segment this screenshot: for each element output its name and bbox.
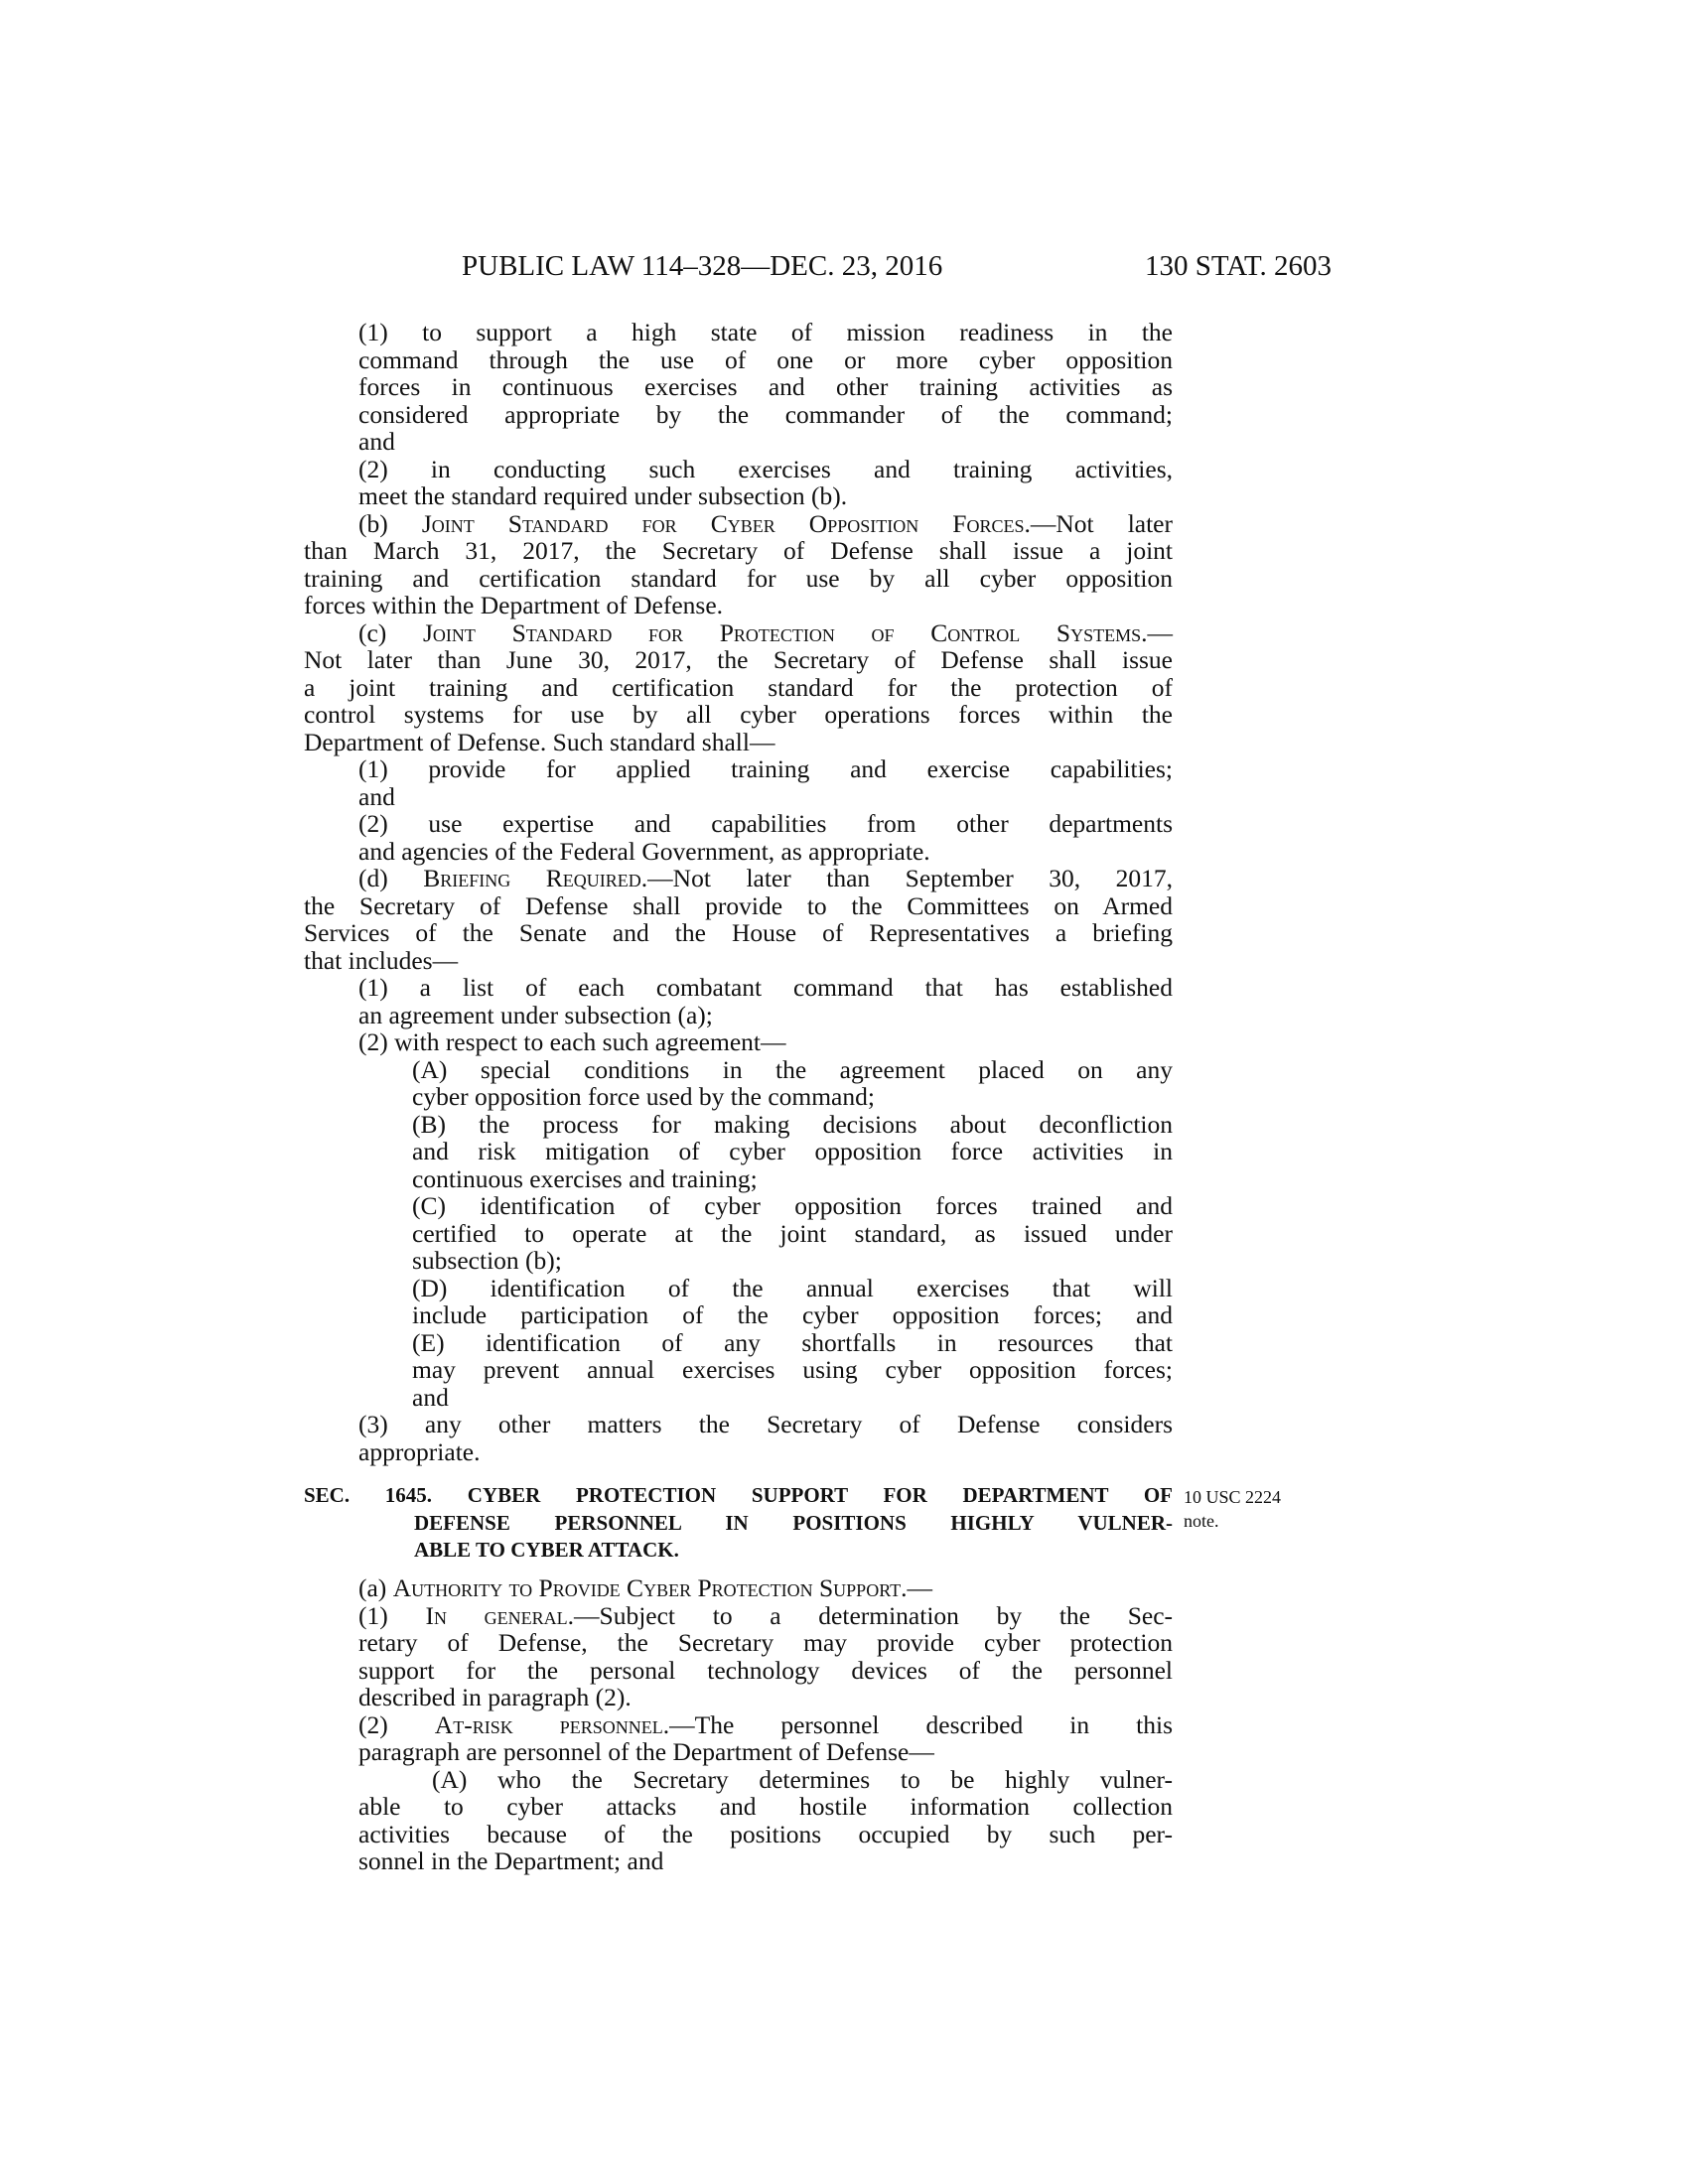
line-text: (2): [358, 1709, 435, 1739]
text-line: [304, 1028, 1173, 1056]
line-text: .—Subject to a determination by the Sec-: [567, 1600, 1174, 1630]
text-line: [304, 1056, 1173, 1084]
text-line: [304, 1384, 1173, 1412]
text-line: [304, 373, 1173, 401]
line-text: .—The personnel described in this: [662, 1709, 1174, 1739]
line-text: than March 31, 2017, the Secretary of Defense shall issue a joint: [304, 536, 1173, 565]
text-line: [304, 619, 1173, 647]
line-text: that includes—: [304, 945, 459, 975]
line-text: .—: [901, 1573, 932, 1602]
line-text: (B) the process for making decisions about deconfliction: [412, 1109, 1173, 1139]
margin-note-suffix: note.: [1184, 1511, 1219, 1531]
text-line: [304, 947, 1173, 975]
text-line: [304, 1602, 1173, 1630]
line-text: .—: [1141, 617, 1173, 647]
text-line: [304, 1329, 1173, 1357]
text-line: [304, 892, 1173, 920]
text-line: [304, 701, 1173, 729]
line-text: Not later than June 30, 2017, the Secretary of Defense shall issue: [304, 645, 1173, 674]
text-line: [304, 838, 1173, 866]
line-text: subsection (b);: [412, 1246, 562, 1275]
text-line: [304, 783, 1173, 811]
line-text: (A) who the Secretary determines to be highly vulner-: [432, 1764, 1173, 1794]
text-line: [304, 1220, 1173, 1248]
text-line: [304, 755, 1173, 783]
line-text: (3) any other matters the Secretary of Defense considers: [358, 1410, 1173, 1438]
text-line: [304, 1247, 1173, 1275]
text-line: [304, 428, 1173, 456]
line-text: (A) special conditions in the agreement placed on any: [412, 1054, 1173, 1084]
section-1645-text: [304, 1574, 1173, 1875]
text-line: [304, 1738, 1173, 1766]
text-line: [304, 1002, 1173, 1029]
text-line: [304, 1657, 1173, 1685]
line-text: .—Not later: [1024, 508, 1173, 538]
line-text: include participation of the cyber opposition forces; and: [412, 1300, 1173, 1329]
line-text: (E) identification of any shortfalls in resources that: [412, 1327, 1173, 1357]
line-text: certified to operate at the joint standard, as issued under: [412, 1218, 1173, 1248]
line-text: and: [358, 781, 395, 811]
line-text: considered appropriate by the commander of the command;: [358, 399, 1173, 429]
line-text: command through the use of one or more cyber opposition: [358, 344, 1173, 374]
section-heading: [304, 1482, 1173, 1565]
line-text: (1) a list of each combatant command that has established: [358, 973, 1173, 1002]
text-line: [304, 319, 1173, 346]
line-text: (2) in conducting such exercises and training activities,: [358, 454, 1173, 483]
text-line: [304, 1629, 1173, 1657]
heading-smallcaps: In general: [425, 1600, 568, 1630]
text-line: [304, 1111, 1173, 1139]
text-line: [304, 1301, 1173, 1329]
text-line: [304, 729, 1173, 756]
text-line: [304, 1574, 1173, 1602]
section-1644-text: [304, 319, 1173, 1465]
line-text: forces in continuous exercises and other training activities as: [358, 372, 1173, 401]
running-header-title: PUBLIC LAW 114–328—DEC. 23, 2016: [462, 250, 943, 282]
line-text: activities because of the positions occupied by such per-: [358, 1819, 1173, 1848]
text-line: [304, 1083, 1173, 1111]
line-text: (C) identification of cyber opposition forces trained and: [412, 1191, 1173, 1220]
text-line: [304, 1711, 1173, 1739]
line-text: and: [358, 427, 395, 456]
section-heading-line: DEFENSE PERSONNEL IN POSITIONS HIGHLY VULNER-: [414, 1510, 1173, 1535]
line-text: support for the personal technology devices of the personnel: [358, 1655, 1173, 1685]
text-line: [304, 1138, 1173, 1165]
line-text: (c): [358, 617, 423, 647]
heading-smallcaps: Authority to Provide Cyber Protection Support: [392, 1573, 902, 1602]
line-text: and risk mitigation of cyber opposition force activities in: [412, 1137, 1173, 1165]
line-text: and agencies of the Federal Government, as appropriate.: [358, 836, 930, 866]
line-text: (1) provide for applied training and exercise capabilities;: [358, 754, 1173, 783]
line-text: retary of Defense, the Secretary may provide cyber protection: [358, 1628, 1173, 1657]
line-text: may prevent annual exercises using cyber opposition forces;: [412, 1355, 1173, 1384]
text-line: [304, 1766, 1173, 1794]
line-text: (D) identification of the annual exercises that will: [412, 1273, 1173, 1302]
line-text: (1): [358, 1600, 426, 1630]
text-line: [304, 810, 1173, 838]
text-line: [304, 456, 1173, 483]
line-text: training and certification standard for use by all cyber opposition: [304, 563, 1173, 593]
heading-smallcaps: Joint Standard for Cyber Opposition Forces: [421, 508, 1025, 538]
text-line: [304, 919, 1173, 947]
text-line: [304, 674, 1173, 702]
line-text: the Secretary of Defense shall provide to the Committees on Armed: [304, 890, 1173, 920]
text-line: [304, 1356, 1173, 1384]
line-text: control systems for use by all cyber operations forces within the: [304, 700, 1173, 729]
text-line: [304, 974, 1173, 1002]
line-text: a joint training and certification standard for the protection of: [304, 672, 1173, 702]
line-text: able to cyber attacks and hostile information collection: [358, 1792, 1173, 1821]
line-text: (d): [358, 864, 424, 892]
line-text: (2) use expertise and capabilities from other departments: [358, 809, 1173, 838]
text-line: [304, 1793, 1173, 1821]
heading-smallcaps: At-risk personnel: [434, 1709, 663, 1739]
text-line: [304, 1275, 1173, 1302]
line-text: and: [412, 1382, 449, 1412]
section-heading-line: ABLE TO CYBER ATTACK.: [414, 1538, 679, 1562]
line-text: appropriate.: [358, 1436, 481, 1466]
text-line: [304, 1411, 1173, 1438]
text-line: [304, 510, 1173, 538]
line-text: (a): [358, 1573, 393, 1602]
text-line: [304, 1165, 1173, 1193]
line-text: (b): [358, 508, 422, 538]
heading-smallcaps: Joint Standard for Protection of Control Systems: [422, 617, 1142, 647]
line-text: an agreement under subsection (a);: [358, 1000, 713, 1029]
line-text: (2) with respect to each such agreement—: [358, 1027, 786, 1056]
text-line: [304, 1684, 1173, 1711]
line-text: sonnel in the Department; and: [358, 1846, 664, 1875]
text-line: [304, 1821, 1173, 1848]
line-text: Department of Defense. Such standard shall—: [304, 727, 775, 756]
text-line: [304, 346, 1173, 374]
line-text: paragraph are personnel of the Department of Defense—: [358, 1737, 934, 1766]
text-line: [304, 565, 1173, 593]
margin-note-citation: 10 USC 2224: [1184, 1487, 1282, 1507]
text-line: [304, 401, 1173, 429]
page-number: 130 STAT. 2603: [1145, 250, 1333, 282]
text-line: [304, 1438, 1173, 1466]
line-text: described in paragraph (2).: [358, 1683, 632, 1711]
line-text: forces within the Department of Defense.: [304, 591, 724, 619]
line-text: cyber opposition force used by the command;: [412, 1082, 875, 1111]
line-text: (1) to support a high state of mission readiness in the: [358, 318, 1173, 346]
text-line: [304, 646, 1173, 674]
text-line: [304, 592, 1173, 619]
text-line: [304, 865, 1173, 892]
text-line: [304, 1192, 1173, 1220]
text-line: [304, 1847, 1173, 1875]
text-line: [304, 537, 1173, 565]
line-text: continuous exercises and training;: [412, 1163, 758, 1193]
line-text: meet the standard required under subsection (b).: [358, 481, 848, 510]
text-line: [304, 482, 1173, 510]
line-text: Services of the Senate and the House of Representatives a briefing: [304, 918, 1173, 947]
section-heading-line: SEC. 1645. CYBER PROTECTION SUPPORT FOR DEPARTMENT OF: [304, 1483, 1173, 1507]
margin-note: [1184, 1485, 1281, 1533]
heading-smallcaps: Briefing Required: [423, 864, 641, 892]
line-text: .—Not later than September 30, 2017,: [640, 864, 1174, 892]
